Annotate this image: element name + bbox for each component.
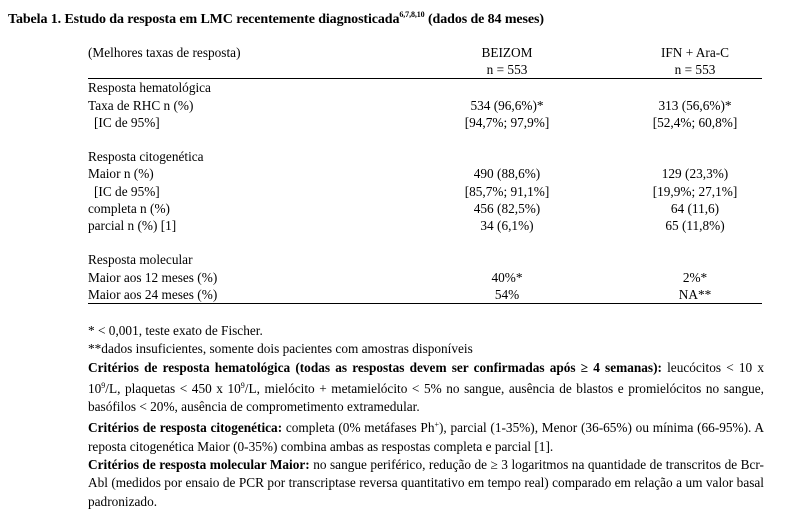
spacer-row xyxy=(88,131,762,148)
row-label: Maior aos 24 meses (%) xyxy=(88,286,432,304)
table-row xyxy=(88,286,762,304)
row-label: Taxa de RHC n (%) xyxy=(88,97,194,113)
title-text: Tabela 1. Estudo da resposta em LMC recentemente diagnosticada xyxy=(8,12,400,27)
molecular-criteria-text: no sangue periférico, redução de ≥ 3 logaritmos na quantidade de transcritos de Bcr-Abl (medidos por ensaio de PCR por transcriptase reversa quantitativo em tempo real) comparado em relação a um valor basal padronizado. xyxy=(88,457,764,509)
table-row xyxy=(88,200,762,217)
cell-ifn: [52,4%; 60,8%] xyxy=(652,114,738,130)
column-header-ifn: IFN + Ara-C xyxy=(660,45,730,60)
row-label: completa n (%) xyxy=(88,200,170,216)
section-title: Resposta molecular xyxy=(88,252,193,268)
table-row xyxy=(88,217,762,234)
footnote-insufficient-data: **dados insuficientes, somente dois pacientes com amostras disponíveis xyxy=(88,341,473,357)
row-label: Maior n (%) xyxy=(88,166,154,182)
table-title xyxy=(8,10,544,28)
section-title-row xyxy=(88,79,762,97)
cell-beizom: 34 (6,1%) xyxy=(480,218,534,234)
table-row xyxy=(88,165,762,182)
hematologic-criteria-text-a: leucócitos < 10 x 10 xyxy=(88,359,764,396)
cell-ifn: 129 (23,3%) xyxy=(661,166,729,182)
table-row xyxy=(88,269,762,286)
cell-ifn: 2%* xyxy=(682,269,708,285)
title-suffix: (dados de 84 meses) xyxy=(424,12,544,27)
cytogenetic-criteria-heading: Critérios de resposta citogenética: xyxy=(88,420,283,436)
hematologic-exponent-2: 9 xyxy=(240,380,245,390)
hematologic-criteria-heading: Critérios de resposta hematológica (todas as respostas devem ser confirmadas após ≥ 4 semanas): xyxy=(88,359,662,375)
header-n-row xyxy=(88,61,762,79)
column-n-ifn: n = 553 xyxy=(582,61,762,79)
title-references: 6,7,8,10 xyxy=(399,10,425,19)
footnote-hematologic-criteria xyxy=(88,359,764,417)
row-label: parcial n (%) [1] xyxy=(88,218,177,234)
cell-beizom: [94,7%; 97,9%] xyxy=(464,114,550,130)
column-header-beizom: BEIZOM xyxy=(481,45,533,60)
cell-beizom: [85,7%; 91,1%] xyxy=(464,183,550,199)
cell-beizom: 490 (88,6%) xyxy=(473,166,541,182)
row-label: Maior aos 12 meses (%) xyxy=(88,269,218,285)
cytogenetic-criteria-text-a: completa (0% metáfases Ph xyxy=(282,420,435,436)
table-row xyxy=(88,183,762,200)
table-row xyxy=(88,114,762,131)
header-label: (Melhores taxas de resposta) xyxy=(88,45,241,60)
table-row xyxy=(88,97,762,114)
cell-beizom: 534 (96,6%)* xyxy=(470,97,544,113)
row-label: [IC de 95%] xyxy=(94,114,160,130)
cell-beizom: 40%* xyxy=(491,269,523,285)
cell-ifn: 65 (11,8%) xyxy=(665,218,725,234)
footnote-significance: * < 0,001, teste exato de Fischer. xyxy=(88,323,263,338)
cell-beizom: 456 (82,5%) xyxy=(473,200,541,216)
section-title-row xyxy=(88,251,762,268)
section-title-row xyxy=(88,148,762,165)
cell-ifn: 64 (11,6) xyxy=(670,200,720,216)
section-title: Resposta hematológica xyxy=(88,80,211,96)
column-n-beizom: n = 553 xyxy=(432,61,582,79)
cell-ifn: NA** xyxy=(582,286,762,304)
hematologic-criteria-text-c: /L, mielócito + metamielócito < 5% no sangue, ausência de blastos e promielócitos no sangue, basófilos < 20%, ausência de comprometimento extramedular. xyxy=(88,380,764,415)
table-footnotes xyxy=(88,322,764,511)
spacer-row xyxy=(88,234,762,251)
response-table xyxy=(88,44,762,304)
footnote-molecular-criteria xyxy=(88,456,764,511)
cytogenetic-criteria-text-b: ), parcial (1-35%), Menor (36-65%) ou mínima (66-95%). A reposta citogenética Maior (0-35%) combina ambas as respostas completa e parcial [1]. xyxy=(88,420,764,454)
cytogenetic-superscript: + xyxy=(434,420,439,430)
hematologic-exponent-1: 9 xyxy=(101,380,106,390)
row-label: [IC de 95%] xyxy=(94,183,160,199)
cell-ifn: [19,9%; 27,1%] xyxy=(652,183,738,199)
molecular-criteria-heading: Critérios de resposta molecular Maior: xyxy=(88,457,310,473)
section-title: Resposta citogenética xyxy=(88,149,204,165)
footnote-cytogenetic-criteria xyxy=(88,416,764,456)
cell-beizom: 54% xyxy=(432,286,582,304)
cell-ifn: 313 (56,6%)* xyxy=(658,97,732,113)
header-empty xyxy=(88,61,432,79)
header-row xyxy=(88,44,762,61)
hematologic-criteria-text-b: /L, plaquetas < 450 x 10 xyxy=(105,380,241,396)
